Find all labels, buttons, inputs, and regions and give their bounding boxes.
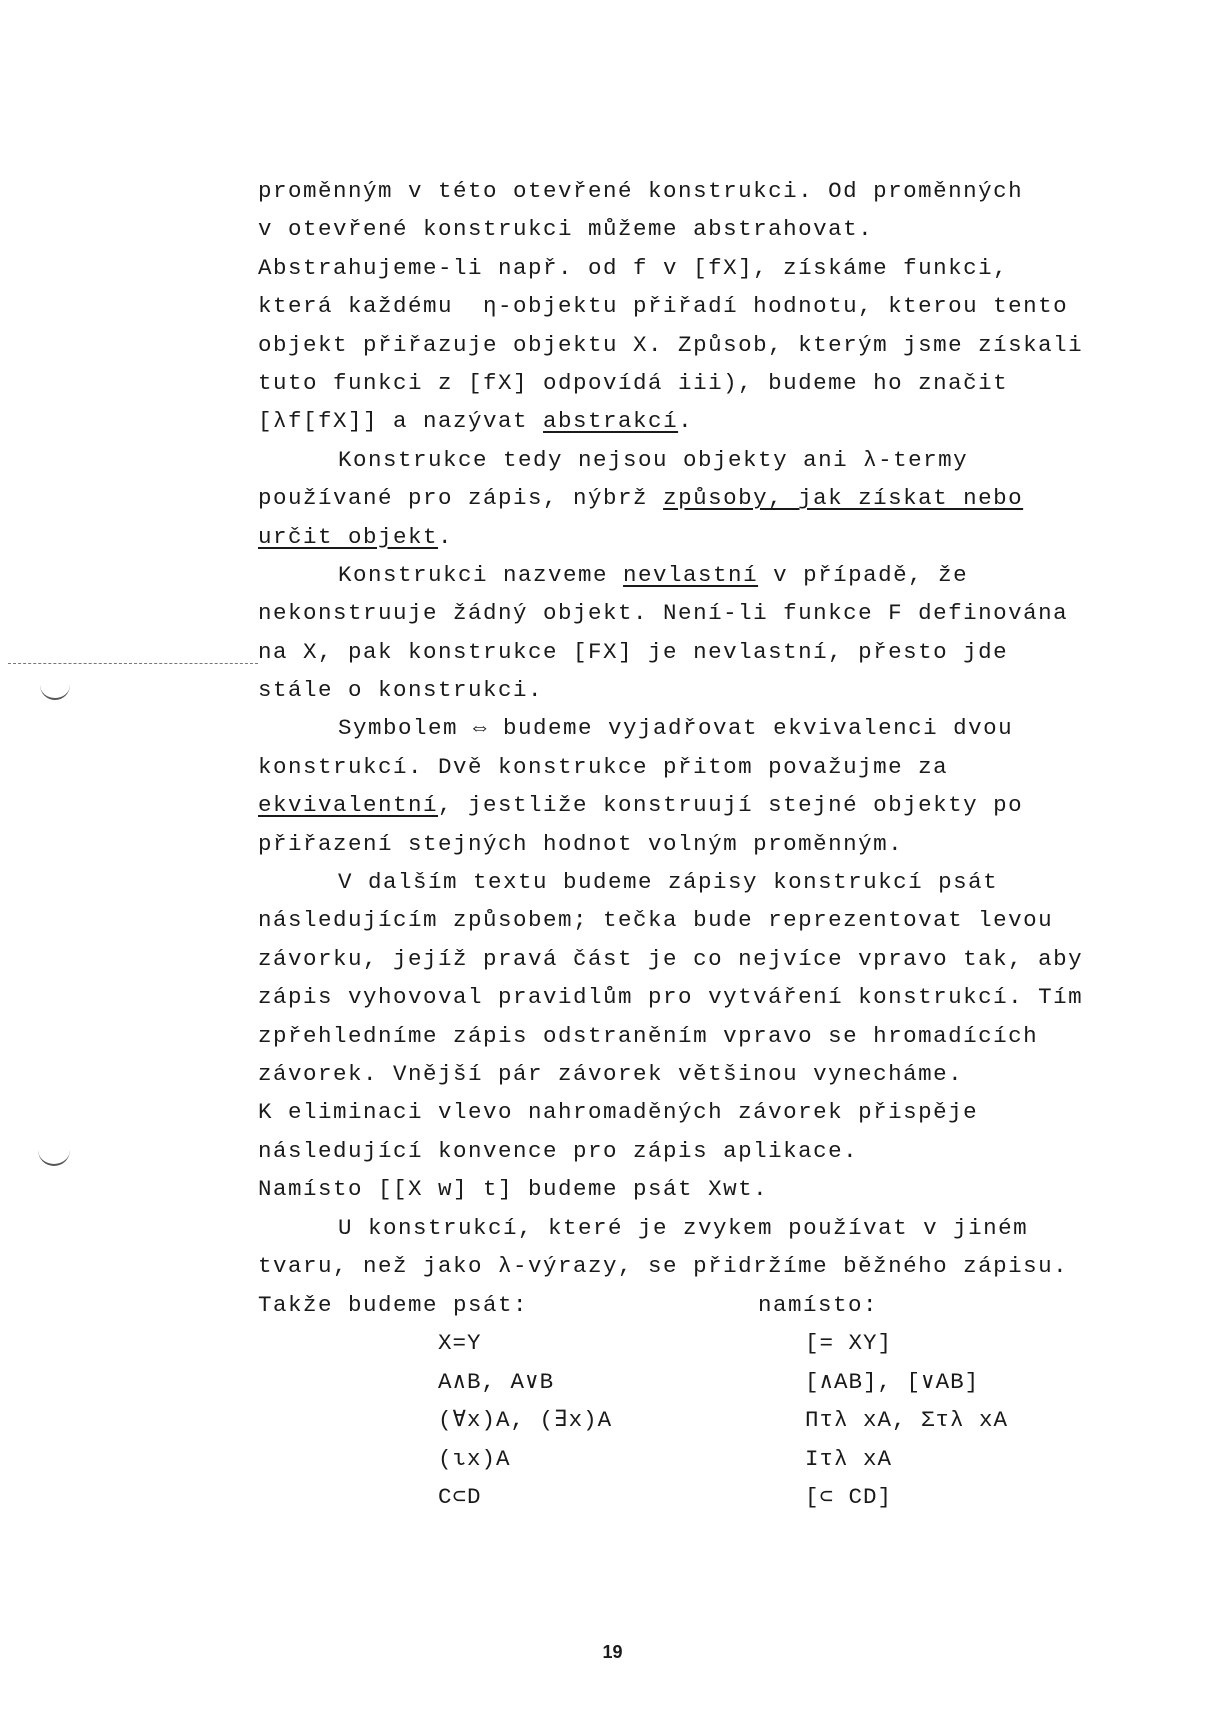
text-line-content: zpřehledníme zápis odstraněním vpravo se hromadících [258,1022,1039,1049]
text-line [258,1093,1118,1131]
notation-row [258,1324,1118,1362]
notation-short-form: A∧B, A∨B [438,1368,555,1395]
text-line-content: V dalším textu budeme zápisy konstrukcí psát [338,869,999,896]
text-line [258,1247,1118,1285]
text-line-content: objekt přiřazuje objektu X. Způsob, kterým jsme získali [258,331,1084,358]
text-line [258,709,1118,747]
page-number: 19 [602,1642,623,1662]
text-line [258,940,1118,978]
text-line [258,978,1118,1016]
text-line-content: na X, pak konstrukce [FX] je nevlastní, přesto jde [258,638,1009,665]
text-line [258,786,1118,824]
text-line-content: v otevřené konstrukci můžeme abstrahovat. [258,216,874,243]
text-line-content: závorku, jejíž pravá část je co nejvíce vpravo tak, aby [258,945,1084,972]
underlined-term: určit objekt [258,523,439,550]
notation-row [258,1363,1118,1401]
text-line-post: . [438,523,454,550]
text-line-content: Konstrukce tedy nejsou objekty ani λ-termy [338,446,969,473]
notation-lambda-form: [= XY] [805,1330,893,1357]
text-line-content: zápis vyhovoval pravidlům pro vytváření konstrukcí. Tím [258,984,1084,1011]
underlined-term: způsoby, jak získat nebo [663,485,1024,512]
text-line [258,1055,1118,1093]
text-line [258,633,1118,671]
notation-short-form: C⊂D [438,1483,482,1510]
text-line [258,1132,1118,1170]
text-line-post: . [678,408,694,435]
text-line [258,249,1118,287]
text-line-content: závorek. Vnější pár závorek většinou vynecháme. [258,1060,964,1087]
notation-short-form: (∀x)A, (∃x)A [438,1407,613,1434]
text-line [258,364,1118,402]
notation-lambda-form: Πτλ xA, Στλ xA [805,1407,1009,1434]
text-line [258,863,1118,901]
text-line-pre: [λf[fX]] a nazývat [258,408,544,435]
text-line-content: přiřazení stejných hodnot volným proměnným. [258,830,904,857]
text-line-content: tuto funkci z [fX] odpovídá iii), budeme ho značit [258,369,1009,396]
text-line-post: , jestliže konstruují stejné objekty po [438,792,1024,819]
notation-lambda-form: [⊂ CD] [805,1483,893,1510]
text-line-content: která každému η-objektu přiřadí hodnotu, kterou tento [258,293,1069,320]
text-line [258,479,1118,517]
text-line-content: stále o konstrukci. [258,677,544,704]
text-line [258,210,1118,248]
notation-row [258,1478,1118,1516]
text-line [258,748,1118,786]
underlined-term: nevlastní [623,561,759,588]
notation-row [258,1440,1118,1478]
header-right: namísto: [758,1292,879,1318]
text-line-content: K eliminaci vlevo nahromaděných závorek přispěje [258,1099,979,1126]
text-line-content: U konstrukcí, které je zvykem používat v jiném [338,1214,1029,1241]
text-line [258,172,1118,210]
text-line-content: následujícím způsobem; tečka bude reprezentovat levou [258,907,1054,934]
notation-table-header [258,1286,1118,1324]
text-line [258,326,1118,364]
text-line-post: v případě, že [758,561,969,588]
notation-short-form: (ιx)A [438,1445,511,1472]
text-line-pre: Konstrukci nazveme [338,561,624,588]
notation-row [258,1401,1118,1439]
underlined-term: ekvivalentní [258,792,439,819]
text-line-content: nekonstruuje žádný objekt. Není-li funkce F definována [258,600,1069,627]
notation-short-form: X=Y [438,1330,482,1357]
underlined-term: abstrakcí [543,408,679,435]
text-line-content: proměnným v této otevřené konstrukci. Od proměnných [258,178,1024,204]
text-line-content: konstrukcí. Dvě konstrukce přitom považujme za [258,753,949,780]
text-line-pre: používané pro zápis, nýbrž [258,485,664,512]
text-line-content: Abstrahujeme-li např. od f v [fX], získáme funkci, [258,254,1009,281]
text-line [258,825,1118,863]
text-line [258,1170,1118,1208]
notation-lambda-form: [∧AB], [∨AB] [805,1368,980,1395]
text-line [258,402,1118,440]
text-line [258,441,1118,479]
notation-lambda-form: Iτλ xA [805,1445,893,1472]
text-line [258,518,1118,556]
scan-binding-mark-lower [38,1148,70,1166]
scan-dashed-mark [8,663,258,664]
text-line-content: tvaru, než jako λ-výrazy, se přidržíme běžného zápisu. [258,1252,1069,1279]
text-line [258,1209,1118,1247]
text-line [258,287,1118,325]
text-line [258,901,1118,939]
text-line [258,594,1118,632]
text-line [258,1017,1118,1055]
notation-table [258,1286,1118,1516]
body-text [258,172,1118,1285]
text-line [258,556,1118,594]
text-line [258,671,1118,709]
text-line-content: následující konvence pro zápis aplikace. [258,1137,859,1164]
header-left: Takže budeme psát: [258,1292,529,1318]
scan-binding-mark-upper [40,680,70,700]
text-line-content: Symbolem ⇔ budeme vyjadřovat ekvivalenci dvou [338,715,1014,742]
text-line-content: Namísto [[X w] t] budeme psát Xwt. [258,1176,769,1203]
